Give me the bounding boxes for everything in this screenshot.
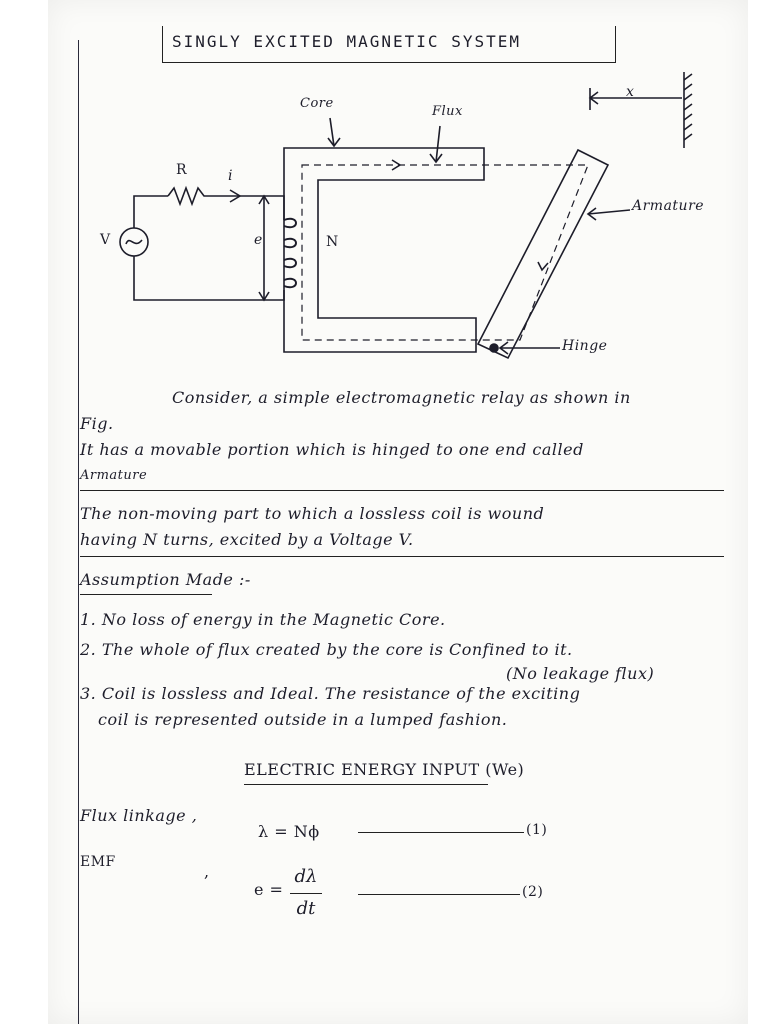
paragraph-1-line-2: Fig. [80,414,114,433]
paragraph-3-line-2: having N turns, excited by a Voltage V. [80,530,414,549]
current-label: i [228,168,233,184]
hinge-label: Hinge [562,338,608,354]
assumption-item: 1. No loss of energy in the Magnetic Core. [80,610,446,629]
emf-label: e [254,232,263,248]
equation-2-number: (2) [522,884,544,900]
equation-2-leader [358,894,520,895]
paragraph-1-line-1: Consider, a simple electromagnetic relay as shown in [172,388,631,407]
core-label: Core [300,96,334,111]
resistor-label: R [176,162,188,178]
armature-label: Armature [632,198,705,214]
page-title: SINGLY EXCITED MAGNETIC SYSTEM [172,32,521,51]
flux-label: Flux [432,104,463,119]
assumption-item-continued: coil is represented outside in a lumped fashion. [98,710,508,729]
assumption-item: 2. The whole of flux created by the core is Confined to it. [80,640,573,659]
divider-2 [80,556,724,557]
voltage-label: V [100,232,111,248]
relay-diagram [0,0,768,380]
section-heading: ELECTRIC ENERGY INPUT (We) [244,760,525,779]
flux-linkage-label: Flux linkage , [80,806,198,825]
emf-numerator: dλ [294,866,318,887]
fraction-bar [290,893,322,894]
emf-denominator: dt [296,898,316,919]
flux-linkage-equation: λ = Nϕ [258,822,320,841]
paragraph-3-line-1: The non-moving part to which a lossless coil is wound [80,504,545,523]
divider-1 [80,490,724,491]
emf-heading: EMF [80,854,116,870]
assumption-item-note: (No leakage flux) [506,664,655,683]
assumption-item: 3. Coil is lossless and Ideal. The resistance of the exciting [80,684,581,703]
emf-comma: , [204,862,210,881]
section-heading-underline [244,784,488,785]
equation-1-number: (1) [526,822,548,838]
emf-lhs: e = [254,880,284,899]
displacement-label: x [626,84,635,100]
equation-1-leader [358,832,524,833]
paragraph-2-line-1: It has a movable portion which is hinged to one end called [80,440,584,459]
assumptions-heading-underline [80,594,212,595]
paragraph-2-line-2: Armature [80,468,148,483]
turns-label: N [326,234,339,250]
assumptions-heading: Assumption Made :- [80,570,251,589]
